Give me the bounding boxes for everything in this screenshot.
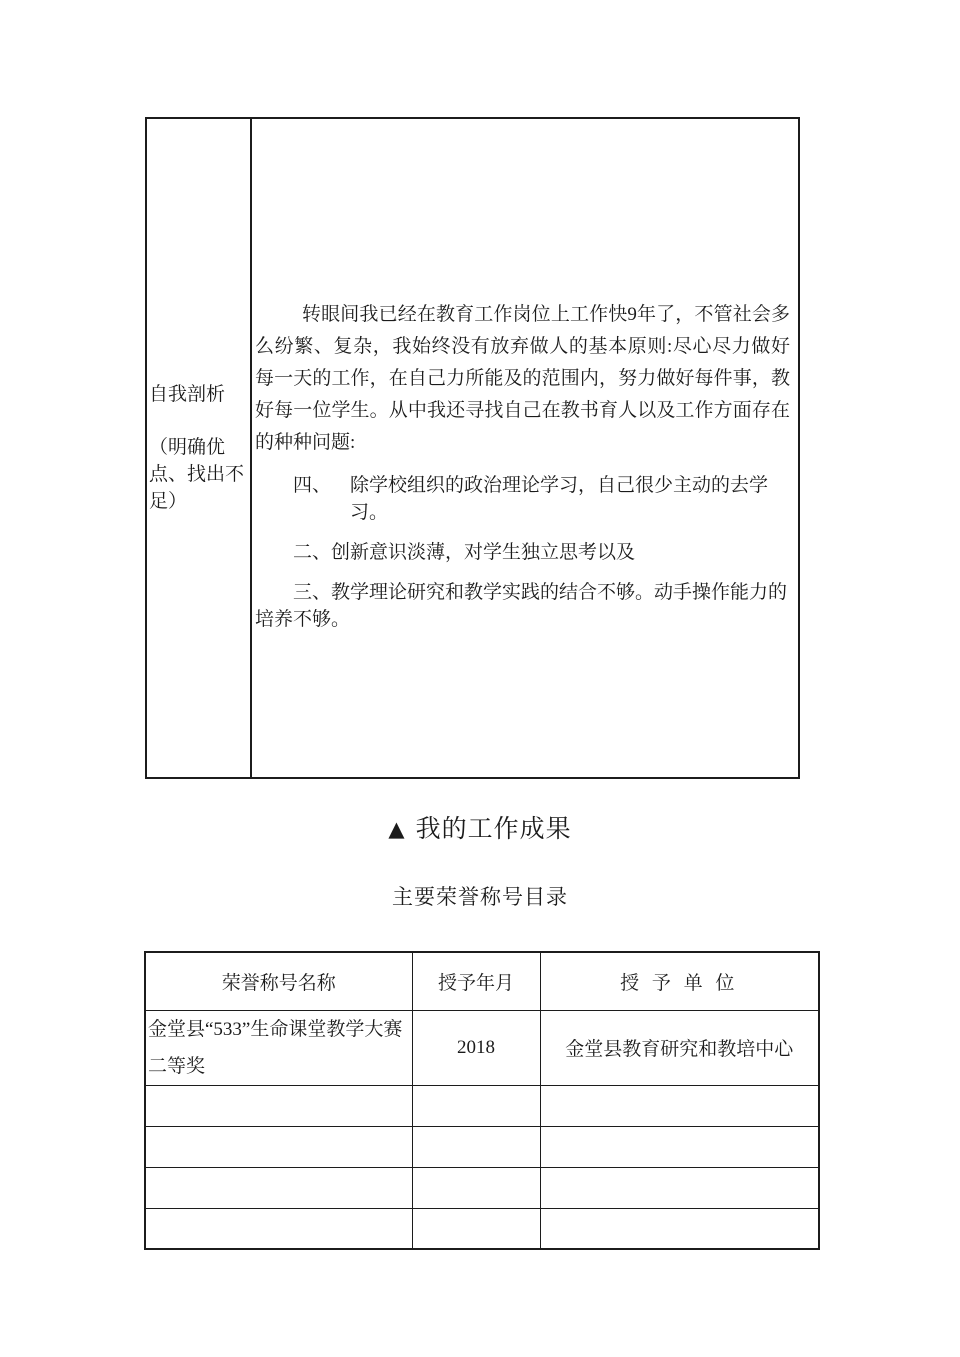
table-row	[145, 1010, 819, 1085]
triangle-icon: ▲	[388, 817, 406, 841]
table-row	[145, 1167, 819, 1208]
honors-col-year: 授予年月	[412, 952, 540, 1010]
honor-unit-cell	[540, 1085, 819, 1126]
item-number: 三、	[293, 582, 332, 603]
table-row	[145, 1126, 819, 1167]
table-row	[145, 1085, 819, 1126]
honor-unit-cell	[540, 1208, 819, 1249]
self-analysis-table	[145, 117, 800, 779]
honor-name-cell	[145, 1167, 412, 1208]
honor-year-cell	[412, 1126, 540, 1167]
honor-unit-cell	[540, 1167, 819, 1208]
section-heading-text: 我的工作成果	[415, 816, 572, 843]
honor-year-cell	[412, 1208, 540, 1249]
honor-name-cell	[145, 1085, 412, 1126]
analysis-item-2	[255, 539, 790, 566]
item-number: 二、	[293, 542, 332, 563]
honors-header-row	[145, 952, 819, 1010]
honors-col-unit: 授 予 单 位	[540, 952, 819, 1010]
honor-unit-cell: 金堂县教育研究和教培中心	[540, 1010, 819, 1085]
table-row	[145, 1208, 819, 1249]
honors-col-name: 荣誉称号名称	[145, 952, 412, 1010]
analysis-paragraph: 转眼间我已经在教育工作岗位上工作快9年了，不管社会多么纷繁、复杂，我始终没有放弃做人的基本原则:尽心尽力做好每一天的工作，在自己力所能及的范围内，努力做好每件事，教好每一位学生。从中我还寻找自己在教书育人以及工作方面存在的种种问题:	[255, 304, 790, 453]
subsection-heading: 主要荣誉称号目录	[392, 885, 568, 909]
analysis-label-cell	[147, 119, 252, 777]
section-heading	[0, 814, 960, 845]
analysis-content-cell	[252, 119, 798, 777]
analysis-item-4	[255, 472, 790, 526]
analysis-sublabel: （明确优点、找出不足）	[149, 437, 245, 512]
item-number: 四、	[293, 475, 332, 496]
item-text: 教学理论研究和教学实践的结合不够。动手操作能力的培养不够。	[255, 582, 788, 630]
honor-year-cell	[412, 1085, 540, 1126]
honor-name-cell	[145, 1208, 412, 1249]
honor-unit-cell	[540, 1126, 819, 1167]
analysis-label: 自我剖析	[149, 384, 226, 405]
item-text: 除学校组织的政治理论学习，自己很少主动的去学习。	[350, 475, 769, 523]
item-text: 创新意识淡薄，对学生独立思考以及	[331, 542, 636, 563]
honor-name-cell	[145, 1126, 412, 1167]
honor-name-cell: 金堂县“533”生命课堂教学大赛二等奖	[145, 1010, 412, 1085]
honors-table	[144, 951, 820, 1250]
analysis-item-3	[255, 579, 790, 633]
honor-year-cell	[412, 1167, 540, 1208]
honor-year-cell: 2018	[412, 1010, 540, 1085]
